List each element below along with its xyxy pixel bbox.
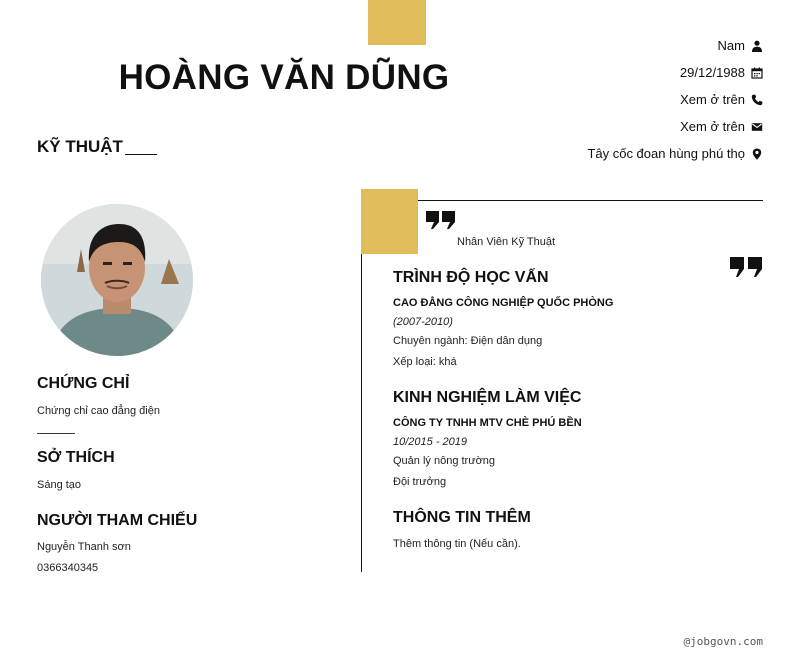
candidate-name: HOÀNG VĂN DŨNG bbox=[118, 58, 450, 97]
contact-info bbox=[463, 32, 763, 167]
additional-text: Thêm thông tin (Nếu cần). bbox=[393, 538, 521, 550]
contact-birthday bbox=[463, 59, 763, 86]
contact-phone bbox=[463, 86, 763, 113]
accent-square-top bbox=[368, 0, 426, 45]
experience-line: Đội trưởng bbox=[393, 476, 447, 488]
contact-gender bbox=[463, 32, 763, 59]
contact-email-value: Xem ở trên bbox=[680, 119, 745, 134]
watermark: @jobgovn.com bbox=[683, 635, 763, 648]
job-title bbox=[37, 137, 157, 157]
reference-phone: 0366340345 bbox=[37, 562, 99, 574]
job-title-underline bbox=[125, 154, 157, 155]
envelope-icon bbox=[751, 121, 763, 133]
additional-title: THÔNG TIN THÊM bbox=[393, 509, 531, 526]
education-major: Chuyên ngành: Điện dân dụng bbox=[393, 335, 543, 347]
contact-address bbox=[463, 140, 763, 167]
contact-phone-value: Xem ở trên bbox=[680, 92, 745, 107]
avatar bbox=[41, 204, 193, 356]
contact-birthday-value: 29/12/1988 bbox=[679, 65, 745, 80]
references-title: NGƯỜI THAM CHIẾU bbox=[37, 512, 198, 529]
experience-company: CÔNG TY TNHH MTV CHÈ PHÚ BỀN bbox=[393, 417, 582, 429]
quote-close-icon bbox=[730, 257, 763, 277]
hobbies-title: SỞ THÍCH bbox=[37, 449, 115, 466]
column-divider bbox=[361, 254, 362, 572]
certificate-item: Chứng chỉ cao đẳng điện bbox=[37, 405, 160, 417]
user-icon bbox=[751, 40, 763, 52]
section-divider bbox=[37, 433, 75, 434]
quote-open-icon bbox=[426, 211, 456, 229]
horizontal-rule bbox=[418, 200, 763, 201]
education-school: CAO ĐẲNG CÔNG NGHIỆP QUỐC PHÒNG bbox=[393, 297, 614, 309]
map-pin-icon bbox=[751, 148, 763, 160]
education-grade: Xếp loại: khá bbox=[393, 356, 457, 368]
reference-name: Nguyễn Thanh sơn bbox=[37, 541, 131, 553]
accent-square-middle bbox=[361, 189, 418, 254]
contact-address-value: Tây cốc đoan hùng phú thọ bbox=[587, 146, 745, 161]
education-period: (2007-2010) bbox=[393, 316, 453, 328]
phone-icon bbox=[751, 94, 763, 106]
contact-email bbox=[463, 113, 763, 140]
experience-line: Quản lý nông trường bbox=[393, 455, 496, 467]
certificates-title: CHỨNG CHỈ bbox=[37, 375, 130, 392]
job-title-text: KỸ THUẬT bbox=[37, 137, 123, 156]
career-objective: Nhân Viên Kỹ Thuật bbox=[457, 236, 556, 248]
experience-period: 10/2015 - 2019 bbox=[393, 436, 468, 448]
education-title: TRÌNH ĐỘ HỌC VẤN bbox=[393, 269, 549, 286]
hobby-item: Sáng tạo bbox=[37, 479, 82, 491]
contact-gender-value: Nam bbox=[717, 38, 745, 53]
experience-title: KINH NGHIỆM LÀM VIỆC bbox=[393, 389, 582, 406]
calendar-icon bbox=[751, 67, 763, 79]
